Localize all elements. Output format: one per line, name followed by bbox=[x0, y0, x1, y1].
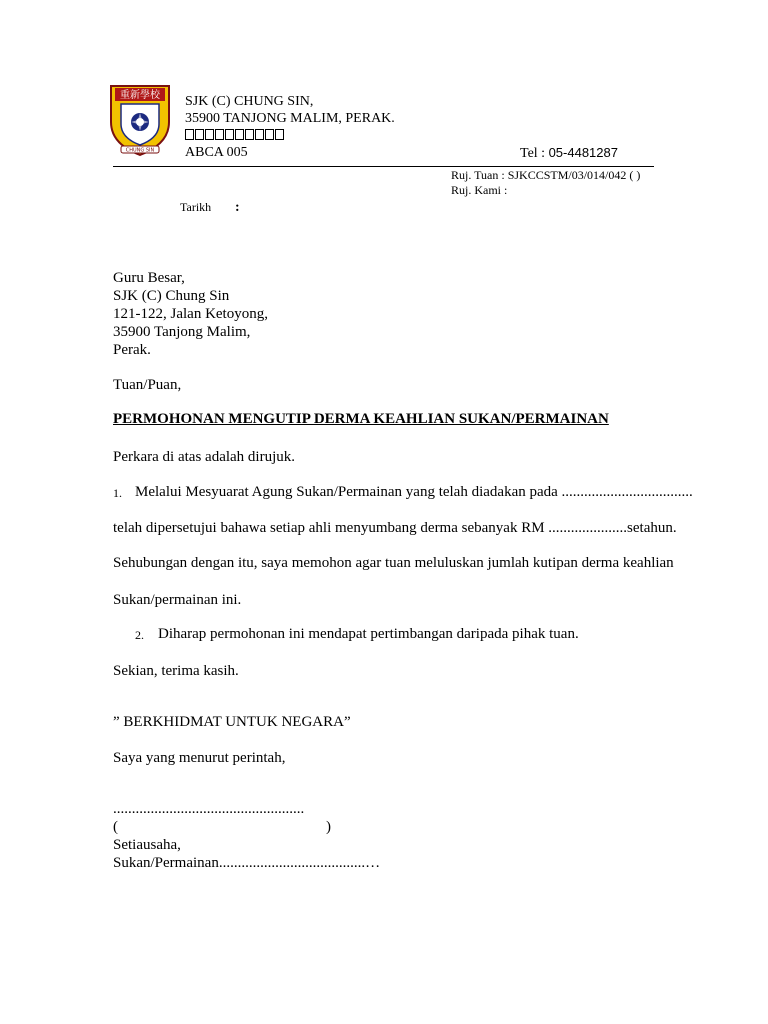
signatory-name-close: ) bbox=[326, 819, 331, 835]
school-name: SJK (C) CHUNG SIN, bbox=[185, 94, 314, 109]
logo-band-text: CHUNG SIN bbox=[125, 147, 155, 154]
missing-glyph-box bbox=[205, 129, 214, 140]
school-address: 35900 TANJONG MALIM, PERAK. bbox=[185, 111, 395, 126]
ref-ruj-tuan: Ruj. Tuan : SJKCCSTM/03/014/042 ( ) bbox=[451, 168, 641, 182]
date-colon: : bbox=[235, 200, 240, 215]
recipient-line: Perak. bbox=[113, 342, 151, 358]
paragraph-1-line-3: Sehubungan dengan itu, saya memohon agar tuan meluluskan jumlah kutipan derma keahlian bbox=[113, 555, 674, 571]
missing-glyph-box bbox=[255, 129, 264, 140]
recipient-line: Guru Besar, bbox=[113, 270, 185, 286]
paragraph-number-2: 2. bbox=[135, 628, 144, 642]
school-code: ABCA 005 bbox=[185, 145, 248, 160]
school-crest-logo bbox=[107, 82, 173, 158]
letter-subject: PERMOHONAN MENGUTIP DERMA KEAHLIAN SUKAN/PERMAINAN bbox=[113, 411, 609, 427]
motto: ” BERKHIDMAT UNTUK NEGARA” bbox=[113, 714, 351, 730]
sign-off: Saya yang menurut perintah, bbox=[113, 750, 286, 766]
closing-line: Sekian, terima kasih. bbox=[113, 663, 239, 679]
signatory-title: Setiausaha, bbox=[113, 837, 181, 853]
paragraph-1-line-2: telah dipersetujui bahawa setiap ahli menyumbang derma sebanyak RM .....................setahun. bbox=[113, 520, 677, 536]
intro-paragraph: Perkara di atas adalah dirujuk. bbox=[113, 449, 296, 465]
recipient-line: SJK (C) Chung Sin bbox=[113, 288, 230, 304]
missing-glyph-box bbox=[235, 129, 244, 140]
signature-line: ................................................... bbox=[113, 801, 305, 817]
ref-ruj-kami: Ruj. Kami : bbox=[451, 183, 508, 197]
missing-glyph-box bbox=[215, 129, 224, 140]
missing-glyph-box bbox=[225, 129, 234, 140]
missing-glyph-box bbox=[185, 129, 194, 140]
salutation: Tuan/Puan, bbox=[113, 377, 182, 393]
signatory-unit: Sukan/Permainan.......................................… bbox=[113, 855, 381, 871]
recipient-line: 35900 Tanjong Malim, bbox=[113, 324, 251, 340]
paragraph-2: Diharap permohonan ini mendapat pertimbangan daripada pihak tuan. bbox=[158, 626, 579, 642]
missing-glyph-box bbox=[245, 129, 254, 140]
missing-glyph-box bbox=[275, 129, 284, 140]
logo-text: 重新學校 bbox=[120, 90, 160, 101]
missing-glyph-box bbox=[265, 129, 274, 140]
tel-label: Tel : bbox=[520, 146, 549, 161]
missing-glyph-box bbox=[195, 129, 204, 140]
paragraph-1-line-1: Melalui Mesyuarat Agung Sukan/Permainan yang telah diadakan pada ................................... bbox=[135, 484, 693, 500]
telephone bbox=[520, 144, 618, 162]
signatory-name-open: ( bbox=[113, 819, 118, 835]
header-divider bbox=[113, 166, 654, 167]
date-label: Tarikh bbox=[180, 200, 212, 214]
recipient-line: 121-122, Jalan Ketoyong, bbox=[113, 306, 268, 322]
paragraph-number-1: 1. bbox=[113, 486, 122, 500]
tel-number: 05-4481287 bbox=[548, 145, 618, 160]
paragraph-1-line-4: Sukan/permainan ini. bbox=[113, 592, 242, 608]
chinese-name-placeholders bbox=[185, 127, 285, 144]
